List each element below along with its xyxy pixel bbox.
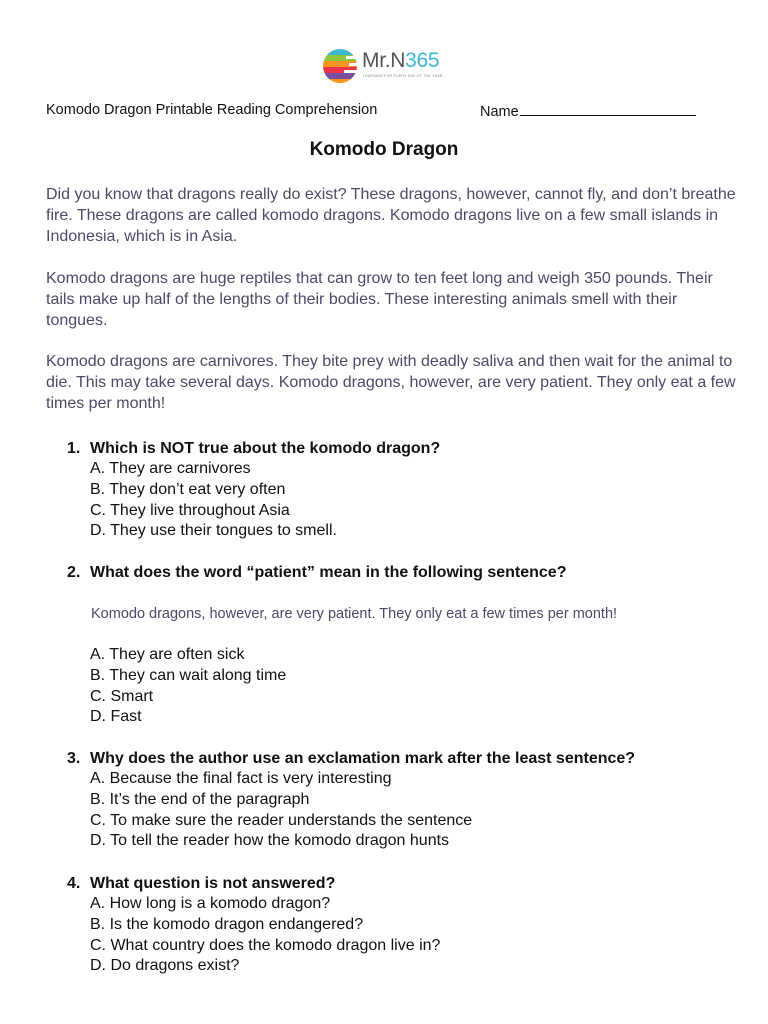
option-b[interactable]: B. They don’t eat very often xyxy=(90,480,286,498)
name-field[interactable] xyxy=(480,101,696,121)
question-1 xyxy=(67,439,747,459)
option-b[interactable]: B. It’s the end of the paragraph xyxy=(90,790,310,808)
question-number: 3. xyxy=(67,750,81,767)
passage-paragraph-1: Did you know that dragons really do exist? These dragons, however, cannot fly, and don’t breathe fire. These dragons are called komodo dragons. Komodo dragons live on a few small islands in Indonesia, which is in Asia. xyxy=(46,186,736,245)
logo-wordmark xyxy=(362,50,439,72)
name-blank-line[interactable] xyxy=(520,101,696,116)
option-c[interactable]: C. What country does the komodo dragon live in? xyxy=(90,936,441,954)
option-d[interactable]: D. They use their tongues to smell. xyxy=(90,522,337,540)
question-3-options xyxy=(90,769,472,852)
option-d[interactable]: D. To tell the reader how the komodo dragon hunts xyxy=(90,832,450,850)
question-4-options xyxy=(90,894,440,977)
passage-paragraph-3: Komodo dragons are carnivores. They bite prey with deadly saliva and then wait for the animal to die. This may take several days. Komodo dragons, however, are very patient. They only eat a few times per month! xyxy=(46,353,736,412)
document-header-title: Komodo Dragon Printable Reading Comprehension xyxy=(46,102,378,118)
option-c[interactable]: C. They live throughout Asia xyxy=(90,501,290,519)
option-a[interactable]: A. They are often sick xyxy=(90,646,245,663)
question-4 xyxy=(67,874,747,894)
page-title: Komodo Dragon xyxy=(309,139,459,160)
question-text: Why does the author use an exclamation mark after the least sentence? xyxy=(90,750,636,767)
option-b[interactable]: B. Is the komodo dragon endangered? xyxy=(90,915,364,933)
question-1-options xyxy=(90,459,337,542)
passage-paragraph-2: Komodo dragons are huge reptiles that can grow to ten feet long and weigh 350 pounds. Their tails make up half of the lengths of their bodies. These interesting animals smell with their tongues. xyxy=(46,270,713,329)
question-2-quote: Komodo dragons, however, are very patient. They only eat a few times per month! xyxy=(91,606,618,622)
option-a[interactable]: A. They are carnivores xyxy=(90,460,251,477)
option-b[interactable]: B. They can wait along time xyxy=(90,666,287,684)
question-number: 4. xyxy=(67,875,81,892)
logo-mark-icon xyxy=(322,48,358,84)
question-number: 2. xyxy=(67,564,81,581)
question-2-options xyxy=(90,645,286,728)
option-c[interactable]: C. To make sure the reader understands the sentence xyxy=(90,811,473,829)
question-text: What question is not answered? xyxy=(90,875,336,892)
option-d[interactable]: D. Do dragons exist? xyxy=(90,957,240,975)
option-a[interactable]: A. Because the final fact is very interesting xyxy=(90,770,392,787)
question-2 xyxy=(67,563,747,583)
option-d[interactable]: D. Fast xyxy=(90,708,142,726)
question-3 xyxy=(67,749,747,769)
option-a[interactable]: A. How long is a komodo dragon? xyxy=(90,895,331,912)
logo-brand-accent: 365 xyxy=(405,49,440,72)
brand-logo xyxy=(322,46,452,88)
question-text: What does the word “patient” mean in the following sentence? xyxy=(90,564,567,581)
logo-tagline: LEARNING FOR EVERY DAY OF THE YEAR xyxy=(363,74,443,78)
question-number: 1. xyxy=(67,440,81,457)
option-c[interactable]: C. Smart xyxy=(90,687,154,705)
name-label: Name xyxy=(480,104,519,120)
logo-brand-dark: Mr.N xyxy=(362,49,406,72)
question-text: Which is NOT true about the komodo dragon? xyxy=(90,440,441,457)
